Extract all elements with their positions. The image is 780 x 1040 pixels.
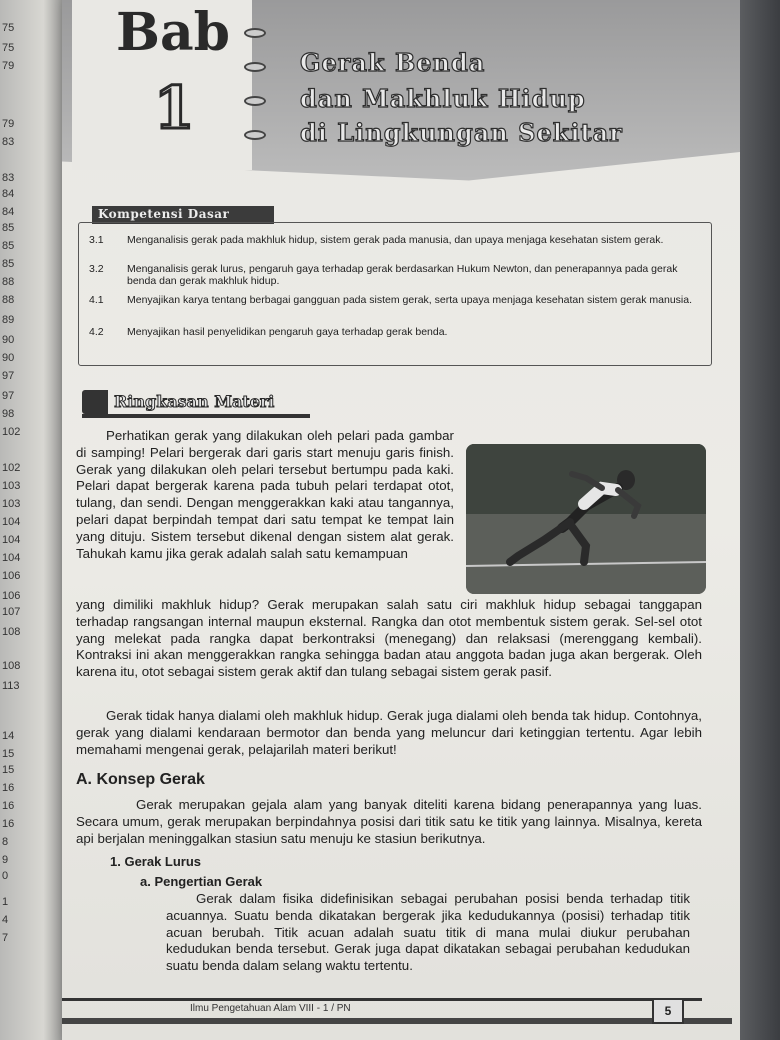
chapter-title-line-2: dan Makhluk Hidup [300, 84, 586, 113]
subheading-gerak-lurus: 1. Gerak Lurus [110, 854, 202, 869]
bab-label: Bab [116, 2, 231, 63]
index-page-number: 15 [2, 764, 15, 776]
chapter-number-box [72, 0, 252, 170]
index-page-number: 75 [2, 22, 15, 34]
footer-rule [62, 998, 702, 1001]
index-page-number: 98 [2, 408, 15, 420]
chapter-title-line-1: Gerak Benda [300, 48, 486, 77]
paragraph-gerak-benda: Gerak tidak hanya dialami oleh makhluk hidup. Gerak juga dialami oleh benda tak hidup. Contohnya, gerak yang dialami kendaraan bermotor dan benda yang meluncur dari ketinggian tertentu. Agar lebih memahami mengenai gerak, pelajarilah materi berikut! [76, 708, 702, 757]
index-page-number: 106 [2, 590, 21, 602]
spiral-ring-icon [244, 62, 266, 72]
subheading-pengertian-gerak: a. Pengertian Gerak [140, 874, 263, 889]
index-page-number: 84 [2, 188, 15, 200]
spiral-ring-icon [244, 130, 266, 140]
right-background-edge [740, 0, 780, 1040]
index-page-number: 16 [2, 782, 15, 794]
paragraph-pengertian-gerak: Gerak dalam fisika didefinisikan sebagai perubahan posisi benda terhadap titik acuannya. Suatu benda dikatakan bergerak jika kedudukannya (posisi) terhadap titik acuan berubah. Titik acuan adalah suatu titik di mana mulai diukur perubahan kedudukan benda tersebut. Gerak juga dapat dikatakan sebagai perubahan kedudukan suatu benda dalam selang waktu tertentu. [166, 891, 690, 974]
index-page-number: 102 [2, 426, 21, 438]
section-tab-marker [82, 390, 108, 414]
index-page-number: 85 [2, 258, 15, 270]
index-page-number: 83 [2, 136, 15, 148]
index-page-number: 85 [2, 240, 15, 252]
index-page-number: 16 [2, 818, 15, 830]
index-page-number: 108 [2, 626, 21, 638]
footer-book-title: Ilmu Pengetahuan Alam VIII - 1 / PN [190, 1003, 351, 1014]
sprinter-photo [466, 444, 706, 594]
paragraph-runner-intro: Perhatikan gerak yang dilakukan oleh pelari pada gambar di samping! Pelari bergerak dari garis start menuju garis finish. Gerak yang dilakukan oleh pelari tersebut bertumpu pada kaki. Pelari dapat bergerak karena pada tubuh pelari terdapat otot, tulang, dan sendi. Dengan menggerakkan kaki atau tangannya, pelari dapat berpindah tempat dari satu tempat ke tempat lain yang dituju. Sistem tersebut dikenal dengan sistem alat gerak. Tahukah kamu jika gerak adalah salah satu kemampuan [76, 428, 454, 561]
sprinter-illustration [466, 444, 706, 594]
index-page-number: 104 [2, 552, 21, 564]
page-number: 5 [652, 998, 684, 1024]
index-page-number: 15 [2, 748, 15, 760]
spiral-ring-icon [244, 96, 266, 106]
index-page-number: 107 [2, 606, 21, 618]
index-page-number: 103 [2, 498, 21, 510]
spiral-ring-icon [244, 28, 266, 38]
index-page-number: 16 [2, 800, 15, 812]
index-page-number: 14 [2, 730, 15, 742]
index-page-number: 84 [2, 206, 15, 218]
index-page-number: 88 [2, 276, 15, 288]
heading-underline [82, 414, 310, 418]
index-page-number: 79 [2, 118, 15, 130]
index-page-number: 75 [2, 42, 15, 54]
index-page-number: 8 [2, 836, 9, 848]
index-page-number: 88 [2, 294, 15, 306]
kompetensi-dasar-box: 3.1 Menganalisis gerak pada makhluk hidup, sistem gerak pada manusia, dan upaya menjaga kesehatan sistem gerak. 3.2 Menganalisis gerak lurus, pengaruh gaya terhadap gerak berdasarkan Hukum Newton, dan penerapannya pada gerak benda dan gerak makhluk hidup. 4.1 Menyajikan karya tentang berbagai gangguan pada sistem gerak, serta upaya menjaga kesehatan sistem gerak manusia. 4.2 Menyajikan hasil penyelidikan pengaruh gaya terhadap gerak benda. [78, 222, 712, 366]
chapter-title-line-3: di Lingkungan Sekitar [300, 118, 623, 147]
index-page-number: 4 [2, 914, 9, 926]
index-page-number: 83 [2, 172, 15, 184]
index-page-number: 104 [2, 534, 21, 546]
index-page-number: 106 [2, 570, 21, 582]
chapter-number: 1 [154, 74, 195, 142]
index-page-number: 97 [2, 370, 15, 382]
index-page-number: 108 [2, 660, 21, 672]
footer-bar [62, 1018, 732, 1024]
kompetensi-dasar-label: Kompetensi Dasar [92, 206, 274, 224]
index-page-number: 9 [2, 854, 9, 866]
left-page-edge [0, 0, 62, 1040]
paragraph-runner-continued: yang dimiliki makhluk hidup? Gerak merupakan salah satu ciri makhluk hidup sebagai tanggapan terhadap rangsangan internal maupun eksternal. Rangka dan otot membentuk sistem gerak. Sel-sel otot yang melekat pada rangka dapat berkontraksi (menegang) dan relaksasi (merenggang kembali). Kontraksi ini akan menggerakkan rangka sehingga badan atau anggota badan juga akan bergerak. Oleh karena itu, otot sebagai sistem gerak aktif dan tulang sebagai sistem gerak pasif. [76, 597, 702, 680]
section-a-heading: A. Konsep Gerak [76, 771, 205, 788]
index-page-number: 104 [2, 516, 21, 528]
index-page-number: 0 [2, 870, 9, 882]
index-page-number: 89 [2, 314, 15, 326]
index-page-number: 1 [2, 896, 9, 908]
index-page-number: 85 [2, 222, 15, 234]
index-page-number: 113 [2, 680, 20, 692]
index-page-number: 103 [2, 480, 21, 492]
ringkasan-materi-heading: Ringkasan Materi [114, 392, 275, 411]
index-page-number: 97 [2, 390, 15, 402]
book-page [62, 0, 740, 1040]
paragraph-konsep-gerak: Gerak merupakan gejala alam yang banyak diteliti karena bidang penerapannya yang luas. Secara umum, gerak merupakan berpindahnya posisi dari titik satu ke titik yang lainnya. Misalnya, kereta api berjalan meninggalkan stasiun satu menuju ke stasiun berikutnya. [76, 797, 702, 846]
index-page-number: 79 [2, 60, 15, 72]
index-page-number: 7 [2, 932, 9, 944]
index-page-number: 102 [2, 462, 21, 474]
index-page-number: 90 [2, 334, 15, 346]
index-page-number: 90 [2, 352, 15, 364]
